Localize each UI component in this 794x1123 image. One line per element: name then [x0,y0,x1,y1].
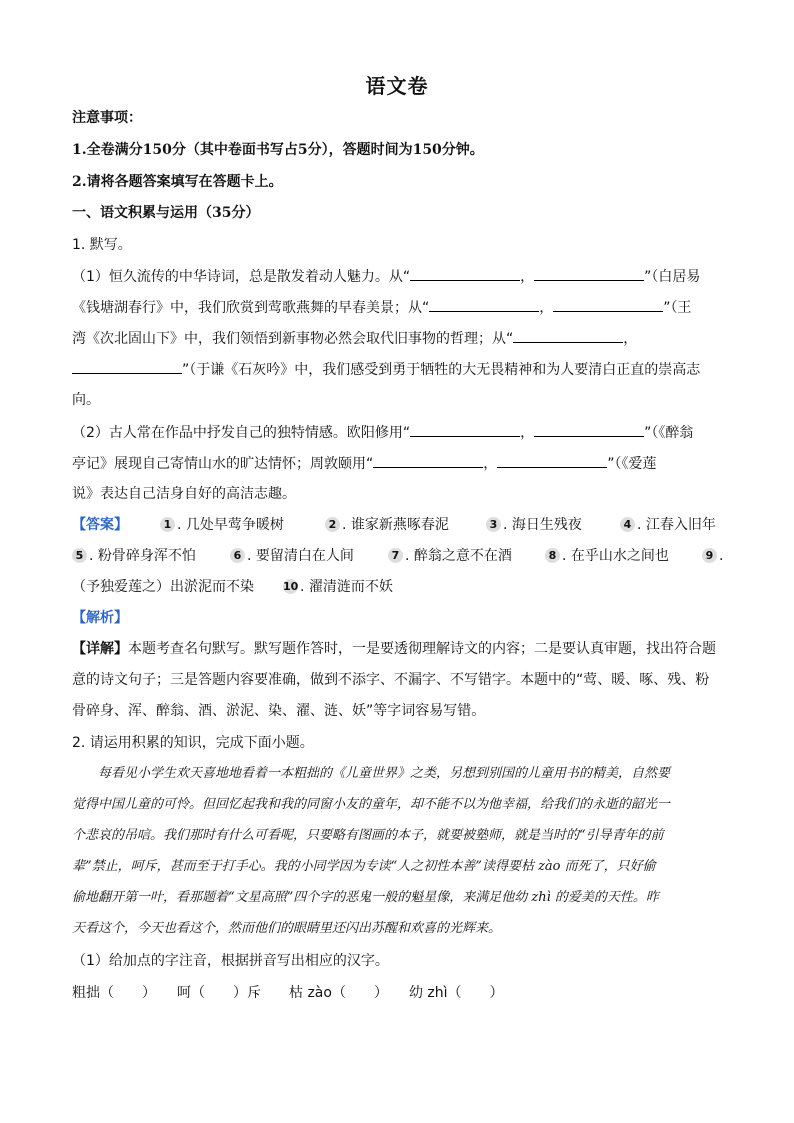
answer-item [620,515,716,535]
notes-heading: 注意事项： [72,110,142,126]
answer-number: 1 [160,517,175,532]
fill-blank[interactable] [553,297,663,312]
answer-item [486,515,582,535]
answer-number: 7 [388,548,403,563]
q1-part1-line4 [72,359,722,380]
answer-number: 3 [486,517,501,532]
q1-part2-line3: 说》表达自己洁身自好的高洁志趣。 [72,486,296,502]
q1-part1-line5: 向。 [72,392,100,408]
answer-number: 4 [620,517,635,532]
section-heading: 一、语文积累与运用（35分） [72,205,260,221]
fill-blank[interactable] [534,422,644,437]
answer-number: 2 [325,517,340,532]
analysis-line-2: 意的诗文句子；三是答题内容要准确，做到不添字、不漏字、不写错字。本题中的“莺、暖、啄、残、粉 [72,672,710,688]
answer-text: . 在乎山水之间也 [562,548,669,564]
answer-number: 10 [283,580,299,593]
answer-number: 9 [702,548,717,563]
analysis-line-3: 骨碎身、浑、醉翁、酒、淤泥、染、濯、涟、妖”等字词容易写错。 [72,703,486,719]
text-segment: （1）恒久流传的中华诗词，总是散发着动人魅力。从“ [72,269,411,285]
fill-blank[interactable] [410,422,520,437]
q1-part2-line2 [72,453,722,474]
analysis-line-1 [72,639,722,659]
answer-number: 6 [230,548,245,563]
text-segment: ， [520,425,535,441]
q1-part2-line1 [72,422,722,443]
answer-text: . 几处早莺争暖树 [177,517,284,533]
answer-item [702,546,723,566]
answer-item [160,515,284,535]
answer-text: . 要留清白在人间 [247,548,354,564]
text-segment: 本题考查名句默写。默写题作答时，一是要透彻理解诗文的内容；二是要认真审题，找出符合题 [128,641,716,657]
answer-item-continued: （予独爱莲之）出淤泥而不染 [72,579,254,595]
q1-part1-line2 [72,297,722,318]
text-segment: ， [520,269,535,285]
answer-number: 8 [545,548,560,563]
answer-text: . 醉翁之意不在酒 [405,548,512,564]
answer-text: . 江春入旧年 [637,517,716,533]
q1-part1-line3 [72,328,722,349]
answer-number: 5 [72,548,87,563]
passage-line: 觉得中国儿童的可怜。但回忆起我和我的同窗小友的童年，却不能不以为他幸福，给我们的永逝的韶光一 [72,797,671,812]
text-segment: 亭记》展现自己寄情山水的旷达情怀；周敦颐用“ [72,456,374,472]
text-segment: ”（《醉翁 [644,425,694,441]
answer-item [283,577,393,597]
text-segment: ， [539,300,554,316]
fill-blank[interactable] [497,453,607,468]
question-2-stem: 2. 请运用积累的知识，完成下面小题。 [72,735,314,751]
pinyin-fill-line[interactable]: 粗拙（ ） 呵（ ）斥 枯 zào（ ） 幼 zhì（ ） [72,985,504,1001]
answer-text: . 濯清涟而不妖 [300,579,393,595]
answer-label: 【答案】 [72,517,128,533]
answer-item [72,546,196,566]
passage-line: 天看这个，今天也看这个，然而他们的眼睛里还闪出苏醒和欢喜的光辉来。 [72,921,502,936]
answer-text: . 海日生残夜 [503,517,582,533]
sub-question-1: （1）给加点的字注音，根据拼音写出相应的汉字。 [72,953,389,969]
fill-blank[interactable] [72,359,182,374]
answer-item [388,546,512,566]
fill-blank[interactable] [513,328,623,343]
detail-label: 【详解】 [72,641,128,657]
question-1-stem: 1. 默写。 [72,237,132,253]
answer-item [230,546,354,566]
note-1: 1.全卷满分150分（其中卷面书写占5分），答题时间为150分钟。 [72,142,484,158]
answer-text: . [719,548,724,564]
fill-blank[interactable] [373,453,483,468]
text-segment: 《钱塘湖春行》中，我们欣赏到莺歌燕舞的早春美景；从“ [72,300,430,316]
note-2: 2.请将各题答案填写在答题卡上。 [72,174,283,190]
passage-line: 辈”禁止，呵斥，甚而至于打手心。我的小同学因为专读“人之初性本善”读得要枯 zào 而死了，只好偷 [72,859,656,874]
text-segment: ， [623,331,638,347]
text-segment: ”（王 [663,300,692,316]
q1-part1-line1 [72,266,722,287]
text-segment: （2）古人常在作品中抒发自己的独特情感。欧阳修用“ [72,425,411,441]
page-title: 语文卷 [365,74,429,98]
answer-text: . 粉骨碎身浑不怕 [89,548,196,564]
answer-item [325,515,449,535]
text-segment: 湾《次北固山下》中，我们领悟到新事物必然会取代旧事物的哲理；从“ [72,331,514,347]
text-segment: ， [483,456,498,472]
passage-line: 每看见小学生欢天喜地地看着一本粗拙的《儿童世界》之类，另想到别国的儿童用书的精美，自然要 [72,766,671,781]
passage-line: 个悲哀的吊唁。我们那时有什么可看呢，只要略有图画的本子，就要被塾师，就是当时的“引导青年的前 [72,828,664,843]
fill-blank[interactable] [410,266,520,281]
analysis-label: 【解析】 [72,610,128,626]
answer-item [545,546,669,566]
answer-text: . 谁家新燕啄春泥 [342,517,449,533]
text-segment: ”（于谦《石灰吟》中，我们感受到勇于牺牲的大无畏精神和为人要清白正直的崇高志 [182,362,701,378]
passage-line: 偷地翻开第一叶，看那题着“文星高照”四个字的恶鬼一般的魁星像，来满足他幼 zhì 的爱美的天性。昨 [72,890,659,905]
fill-blank[interactable] [534,266,644,281]
fill-blank[interactable] [429,297,539,312]
text-segment: ”（白居易 [644,269,701,285]
text-segment: ”（《爱莲 [607,456,657,472]
